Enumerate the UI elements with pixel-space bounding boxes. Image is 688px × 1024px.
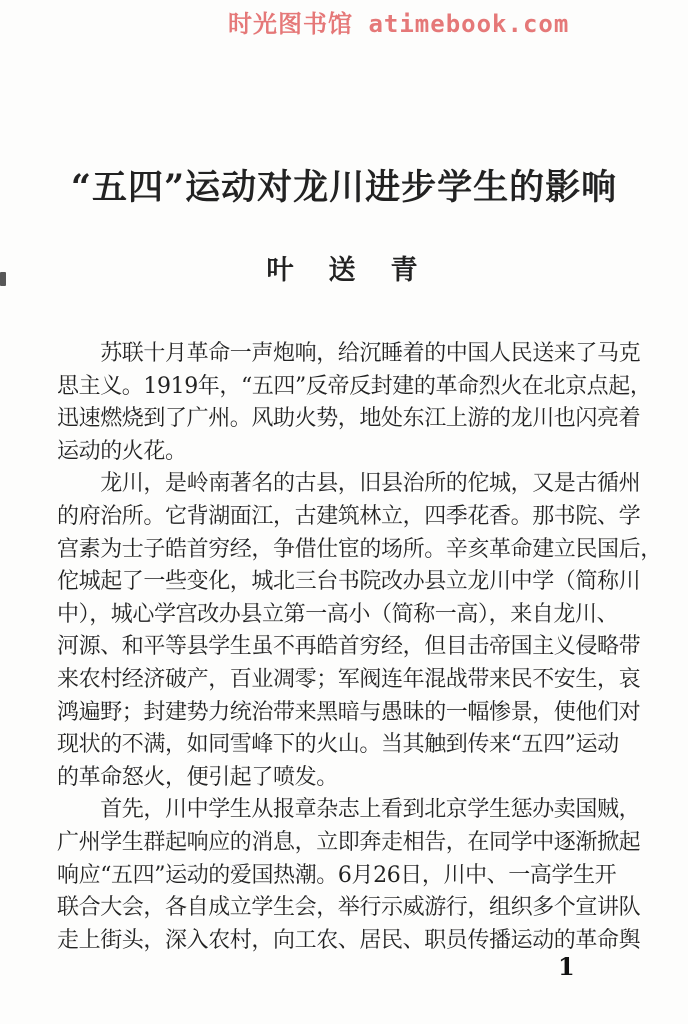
- article-title: “五四”运动对龙川进步学生的影响: [70, 167, 618, 208]
- body-text-line: 现状的不满，如同雪峰下的火山。当其触到传来“五四”运动: [57, 732, 619, 758]
- body-text-line: 迅速燃烧到了广州。风助火势，地处东江上游的龙川也闪亮着: [57, 406, 641, 432]
- body-text-line: 广州学生群起响应的消息，立即奔走相告，在同学中逐渐掀起: [57, 829, 641, 855]
- article-author: 叶 送 青: [266, 255, 422, 286]
- body-text-line: 苏联十月革命一声炮响，给沉睡着的中国人民送来了马克: [57, 341, 641, 366]
- body-text-line: 的府治所。它背湖面江，古建筑林立，四季花香。那书院、学: [57, 503, 641, 529]
- body-text-line: 中），城心学宫改办县立第一高小（简称一高），来自龙川、: [57, 601, 619, 627]
- body-text-line: 思主义。1919年，“五四”反帝反封建的革命烈火在北京点起，: [57, 373, 652, 399]
- body-text-line: 鸿遍野；封建势力统治带来黑暗与愚昧的一幅惨景，使他们对: [57, 699, 641, 725]
- body-text-line: 首先，川中学生从报章杂志上看到北京学生惩办卖国贼，: [57, 797, 641, 823]
- article-body: [57, 338, 662, 957]
- body-text-line: 佗城起了一些变化，城北三台书院改办县立龙川中学（简称川: [57, 569, 641, 595]
- body-text-line: 来农村经济破产，百业凋零；军阀连年混战带来民不安生，哀: [57, 666, 641, 692]
- body-text-line: 走上街头，深入农村，向工农、居民、职员传播运动的革命舆: [57, 927, 641, 953]
- body-text-line: 联合大会，各自成立学生会，举行示威游行，组织多个宣讲队: [57, 895, 641, 921]
- body-text-line: 龙川，是岭南著名的古县，旧县治所的佗城，又是古循州: [57, 471, 641, 497]
- body-text-line: 宫素为士子皓首穷经，争借仕宦的场所。辛亥革命建立民国后，: [57, 536, 662, 562]
- body-text-line: 响应“五四”运动的爱国热潮。6月26日，川中、一高学生开: [57, 862, 617, 888]
- body-text-line: 河源、和平等县学生虽不再皓首穷经，但目击帝国主义侵略带: [57, 634, 641, 660]
- watermark-text: 时光图书馆 atimebook.com: [228, 10, 570, 38]
- body-text-line: 运动的火花。: [57, 438, 187, 464]
- page-number: 1: [558, 952, 575, 981]
- body-text-line: 的革命怒火，便引起了喷发。: [57, 764, 338, 790]
